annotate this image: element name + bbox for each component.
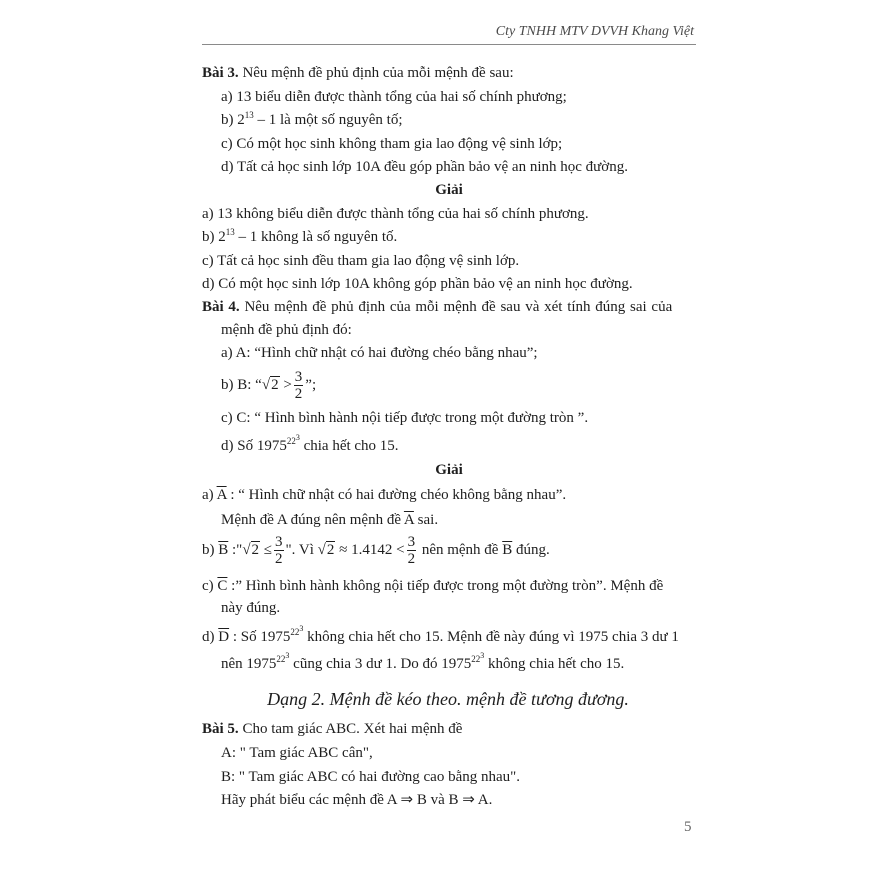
sol-b-rest: – 1 không là số nguyên tố.: [234, 229, 398, 245]
running-header: Cty TNHH MTV DVVH Khang Việt: [495, 24, 694, 39]
negation-A: $\overline{A}$: [403, 512, 414, 528]
exercise-4-statement: [202, 298, 672, 316]
negation-B: $\overline{B}$: [502, 542, 513, 558]
exercise-3-statement: [202, 64, 514, 82]
exercise-4-item-b: [221, 365, 316, 405]
exercise-4-item-a: a) A: “Hình chữ nhật có hai đường chéo bằng nhau”;: [221, 345, 538, 361]
solution-3-d: d) Có một học sinh lớp 10A không góp phần bảo vệ an ninh học đường.: [202, 276, 633, 292]
tower-exponent-top: 3: [295, 433, 300, 442]
solution-4-a-line-2: Mệnh đề A đúng nên mệnh đề $\overline{A}$ sai.: [221, 512, 439, 528]
item-b-rest: – 1 là một số nguyên tố;: [253, 112, 403, 128]
exercise-3-item-c: c) Có một học sinh không tham gia lao động vệ sinh lớp;: [221, 136, 563, 152]
solution-heading-2: Giải: [435, 462, 463, 478]
item-d-prefix: d) Số 1975: [221, 438, 287, 454]
gt-sign: >: [279, 377, 292, 393]
sqrt-expression: √2: [242, 542, 260, 558]
page-number: 5: [684, 819, 692, 835]
solution-3-a: a) 13 không biểu diễn được thành tổng của hai số chính phương.: [202, 206, 589, 222]
solution-4-c-line-1: c) $\overline{C}$ :” Hình bình hành không nội tiếp được trong một đường tròn”. Mệnh đề: [202, 578, 664, 594]
fraction: $\frac{3}{2}$: [275, 534, 283, 568]
fraction: $\frac{3}{2}$: [294, 369, 303, 403]
item-b-prefix: b) B: “: [221, 377, 262, 393]
sqrt-expression: √2: [261, 377, 279, 393]
exercise-5-task: Hãy phát biểu các mệnh đề A ⇒ B và B ⇒ A.: [221, 792, 493, 808]
exercise-4-item-d: [221, 433, 399, 455]
item-b-suffix: ”;: [305, 377, 317, 393]
solution-4-c-line-2: này đúng.: [221, 600, 281, 616]
exercise-3-label: Bài 3.: [202, 65, 239, 81]
exercise-5-statement: [202, 720, 462, 738]
solution-4-b: b) $\overline{B}$ :"√2 ≤ $\frac{3}{2}$ ". Vì √2 ≈ 1.4142 < $\frac{3}{2}$ nên mệnh đề $\overline{B}$ đúng.: [202, 530, 550, 570]
item-b-base: b) 2: [221, 112, 245, 128]
solution-4-d-line-1: d) $\overline{D}$ : Số 1975$^{223}$ không chia hết cho 15. Mệnh đề này đúng vì 1975 chia 3 dư 1: [202, 624, 679, 645]
exercise-5-proposition-b: B: " Tam giác ABC có hai đường cao bằng nhau".: [221, 769, 521, 785]
sqrt-expression: √2: [317, 542, 335, 558]
exercise-3-item-b: [221, 111, 403, 129]
negation-B: $\overline{B}$: [218, 542, 229, 558]
negation-C: $\overline{C}$: [217, 578, 228, 594]
solution-heading-1: Giải: [435, 182, 463, 198]
sol-b-base: b) 2: [202, 229, 226, 245]
item-d-suffix: chia hết cho 15.: [299, 438, 399, 454]
exercise-3-text: Nêu mệnh đề phủ định của mỗi mệnh đề sau:: [242, 65, 514, 81]
exercise-4-label: Bài 4.: [202, 299, 240, 315]
solution-4-a-line-1: a) $\overline{A}$ : “ Hình chữ nhật có hai đường chéo không bằng nhau”.: [202, 487, 567, 503]
exercise-5-text: Cho tam giác ABC. Xét hai mệnh đề: [242, 721, 463, 737]
solution-3-c: c) Tất cả học sinh đều tham gia lao động vệ sinh lớp.: [202, 253, 520, 269]
exercise-5-proposition-a: A: " Tam giác ABC cân",: [221, 745, 373, 761]
header-rule: [202, 44, 696, 45]
exercise-4-text-2: mệnh đề phủ định đó:: [221, 322, 352, 338]
section-heading: Dạng 2. Mệnh đề kéo theo. mệnh đề tương đương.: [267, 689, 629, 709]
solution-3-b: [202, 228, 397, 246]
tower-exponent: 22: [286, 436, 296, 446]
exercise-3-item-a: a) 13 biểu diễn được thành tổng của hai số chính phương;: [221, 89, 567, 105]
item-b-exponent: 13: [244, 110, 254, 120]
solution-4-d-line-2: nên 1975$^{223}$ cũng chia 3 dư 1. Do đó 1975$^{223}$ không chia hết cho 15.: [221, 651, 625, 672]
exercise-4-item-c: c) C: “ Hình bình hành nội tiếp được trong một đường tròn ”.: [221, 410, 589, 426]
fraction: $\frac{3}{2}$: [407, 534, 416, 568]
exercise-5-label: Bài 5.: [202, 721, 239, 737]
exercise-4-text-1: Nêu mệnh đề phủ định của mỗi mệnh đề sau và xét tính đúng sai của: [244, 299, 673, 315]
negation-D: $\overline{D}$: [218, 629, 230, 645]
sol-b-exponent: 13: [225, 227, 235, 237]
negation-A: $\overline{A}$: [216, 487, 227, 503]
exercise-3-item-d: d) Tất cả học sinh lớp 10A đều góp phần bảo vệ an ninh học đường.: [221, 159, 628, 175]
